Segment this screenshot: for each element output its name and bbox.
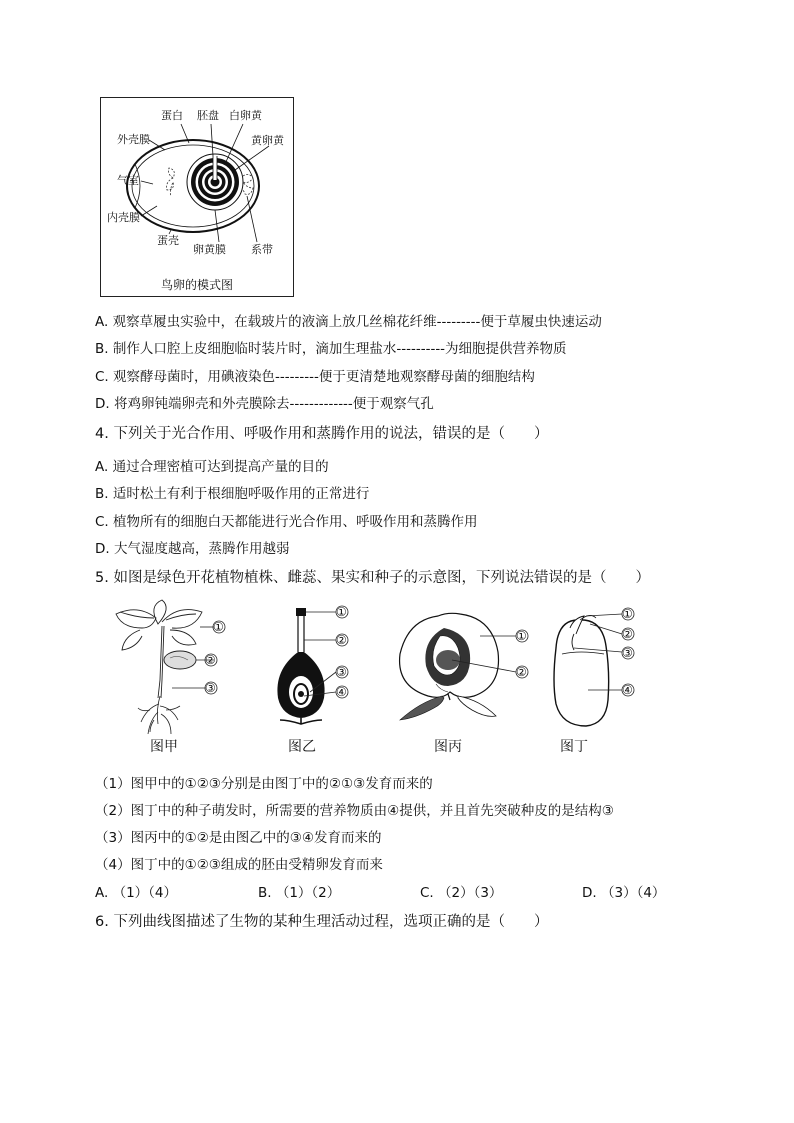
fruit-leaf-right bbox=[458, 696, 496, 716]
q5-statement-3: （3）图丙中的①②是由图乙中的③④发育而来的 bbox=[95, 830, 382, 846]
jia-mark-3: ③ bbox=[205, 681, 216, 695]
q4-option-a: A. 通过合理密植可达到提高产量的目的 bbox=[95, 459, 329, 475]
q3-option-d: D. 将鸡卵钝端卵壳和外壳膜除去-------------便于观察气孔 bbox=[95, 396, 434, 412]
q5-statement-2: （2）图丁中的种子萌发时，所需要的营养物质由④提供，并且首先突破种皮的是结构③ bbox=[95, 803, 614, 819]
label-yellow-yolk: 黄卵黄 bbox=[251, 134, 284, 147]
seed-drawing bbox=[540, 600, 650, 760]
fruit-drawing bbox=[388, 600, 548, 760]
pistil-drawing bbox=[258, 600, 368, 760]
label-white-yolk: 白卵黄 bbox=[229, 109, 262, 122]
yi-mark-3: ③ bbox=[336, 665, 347, 679]
ding-mark-3: ③ bbox=[622, 646, 633, 660]
q6-stem: 6. 下列曲线图描述了生物的某种生理活动过程，选项正确的是（ ） bbox=[95, 914, 549, 930]
yi-mark-4: ④ bbox=[336, 685, 347, 699]
bing-mark-1: ① bbox=[516, 629, 527, 643]
q4-stem: 4. 下列关于光合作用、呼吸作用和蒸腾作用的说法，错误的是（ ） bbox=[95, 426, 549, 442]
egg-figure bbox=[100, 97, 294, 297]
ding-mark-2: ② bbox=[622, 627, 633, 641]
q5-option-c: C. （2）（3） bbox=[420, 885, 503, 901]
q5-option-b: B. （1）（2） bbox=[258, 885, 341, 901]
q4-option-b: B. 适时松土有利于根细胞呼吸作用的正常进行 bbox=[95, 486, 370, 502]
label-air-cell: 气室 bbox=[117, 174, 139, 187]
label-inner-membrane: 内壳膜 bbox=[107, 211, 140, 224]
figure-bing bbox=[388, 600, 548, 760]
caption-yi: 图乙 bbox=[288, 739, 316, 755]
bing-mark-2: ② bbox=[516, 665, 527, 679]
yi-mark-2: ② bbox=[336, 633, 347, 647]
label-shell: 蛋壳 bbox=[157, 234, 179, 247]
q5-statement-4: （4）图丁中的①②③组成的胚由受精卵发育而来 bbox=[95, 857, 383, 873]
q5-statement-1: （1）图甲中的①②③分别是由图丁中的②①③发育而来的 bbox=[95, 776, 433, 792]
jia-mark-2: ② bbox=[205, 653, 216, 667]
figure-ding bbox=[540, 600, 650, 760]
figure-jia bbox=[100, 600, 240, 760]
caption-jia: 图甲 bbox=[150, 739, 178, 755]
q5-option-a: A. （1）（4） bbox=[95, 885, 178, 901]
label-outer-membrane: 外壳膜 bbox=[117, 133, 150, 146]
caption-bing: 图丙 bbox=[434, 739, 462, 755]
fruit-leaf-left bbox=[400, 696, 444, 720]
caption-ding: 图丁 bbox=[560, 739, 588, 755]
q3-option-c: C. 观察酵母菌时，用碘液染色---------便于更清楚地观察酵母菌的细胞结构 bbox=[95, 369, 535, 385]
ding-mark-1: ① bbox=[622, 607, 633, 621]
q4-option-c: C. 植物所有的细胞白天都能进行光合作用、呼吸作用和蒸腾作用 bbox=[95, 514, 478, 530]
q4-option-d: D. 大气湿度越高，蒸腾作用越弱 bbox=[95, 541, 290, 557]
label-chalaza: 系带 bbox=[251, 243, 273, 256]
cotyledon bbox=[164, 651, 196, 669]
q5-stem: 5. 如图是绿色开花植物植株、雌蕊、果实和种子的示意图，下列说法错误的是（ ） bbox=[95, 570, 650, 586]
yi-mark-1: ① bbox=[336, 605, 347, 619]
egg-diagram bbox=[101, 98, 293, 296]
figure-yi bbox=[258, 600, 368, 760]
label-yolk-membrane: 卵黄膜 bbox=[193, 243, 226, 256]
jia-mark-1: ① bbox=[213, 620, 224, 634]
q3-option-a: A. 观察草履虫实验中，在载玻片的液滴上放几丝棉花纤维---------便于草履虫快速运动 bbox=[95, 314, 602, 330]
label-albumen: 蛋白 bbox=[161, 109, 183, 122]
q5-option-d: D. （3）（4） bbox=[582, 885, 666, 901]
egg-figure-caption: 鸟卵的模式图 bbox=[160, 278, 233, 292]
chalaza-left bbox=[167, 168, 175, 196]
label-germinal-disc: 胚盘 bbox=[197, 109, 219, 122]
q3-option-b: B. 制作人口腔上皮细胞临时装片时，滴加生理盐水----------为细胞提供营养物质 bbox=[95, 341, 567, 357]
ding-mark-4: ④ bbox=[622, 683, 633, 697]
roots bbox=[138, 696, 180, 734]
